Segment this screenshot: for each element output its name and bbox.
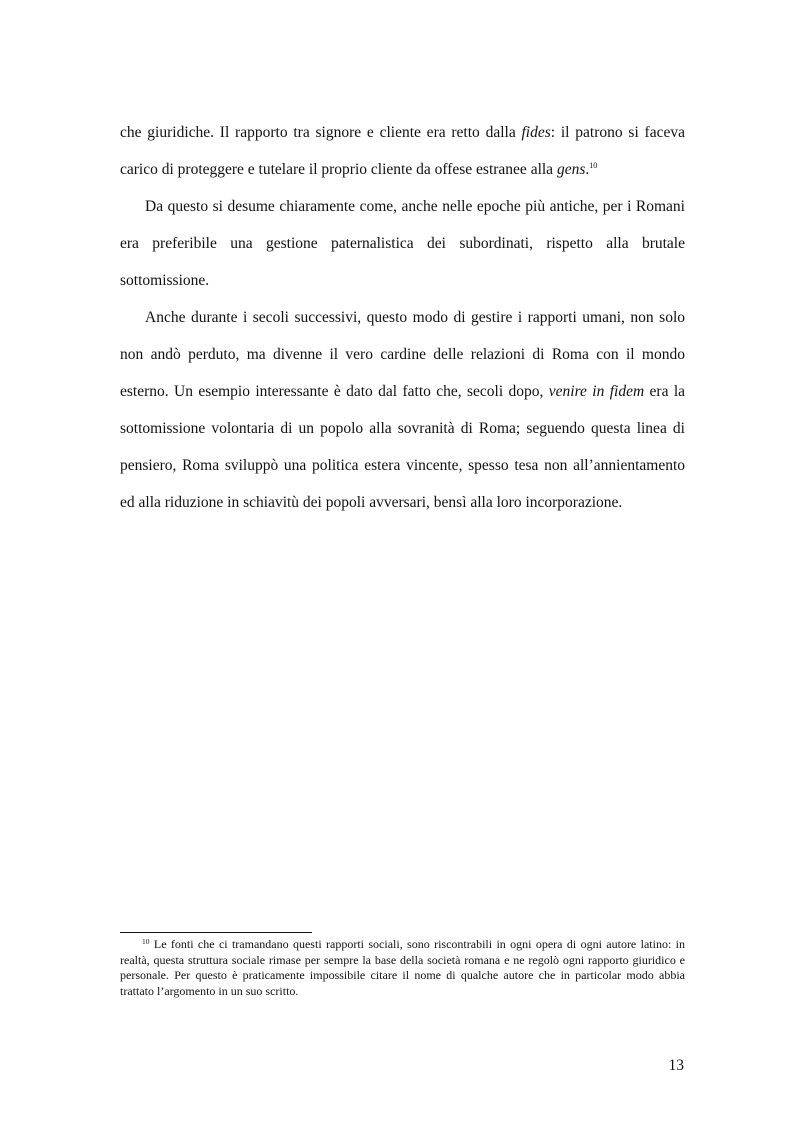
body-text: [120, 114, 685, 521]
paragraph-1: [120, 114, 685, 188]
footnote-number: 10: [142, 937, 150, 946]
p1-text-1: che giuridiche. Il rapporto tra signore e cliente era retto dalla: [120, 124, 522, 141]
paragraph-3: [120, 299, 685, 521]
footnote-text: Le fonti che ci tramandano questi rapporti sociali, sono riscontrabili in ogni opera di ogni autore latino: in realtà, questa struttura sociale rimase per sempre la base della società romana e ne regolò ogni rapporto giuridico e personale. Per questo è praticamente impossibile citare il nome di qualche autore che in particolar modo abbia trattato l’argomento in un suo scritto.: [120, 937, 685, 998]
page-number: 13: [668, 1057, 684, 1074]
p3-text-1: Anche durante i secoli successivi, questo modo di gestire i rapporti umani, non solo non andò perduto, ma divenne il vero cardine delle relazioni di Roma con il mondo esterno. Un esempio interessante è dato dal fatto che, secoli dopo,: [120, 309, 685, 400]
p3-text-2: era la sottomissione volontaria di un popolo alla sovranità di Roma; seguendo questa linea di pensiero, Roma sviluppò una politica estera vincente, spesso tesa non all’annientamento ed alla riduzione in schiavitù dei popoli avversari, bensì alla loro incorporazione.: [120, 383, 685, 511]
p1-text-3: .: [585, 161, 590, 178]
footnote-reference: 10: [589, 161, 598, 170]
footnote: [120, 937, 685, 999]
p1-text-2: : il patrono si faceva carico di proteggere e tutelare il proprio cliente da offese estranee alla: [120, 124, 685, 178]
p1-italic-gens: gens: [556, 161, 586, 178]
paragraph-2: Da questo si desume chiaramente come, anche nelle epoche più antiche, per i Romani era preferibile una gestione paternalistica dei subordinati, rispetto alla brutale sottomissione.: [120, 198, 685, 289]
footnote-separator: [120, 932, 312, 933]
p1-italic-fides: fides: [521, 124, 551, 141]
p3-italic-venire-in-fidem: venire in fidem: [548, 383, 645, 400]
